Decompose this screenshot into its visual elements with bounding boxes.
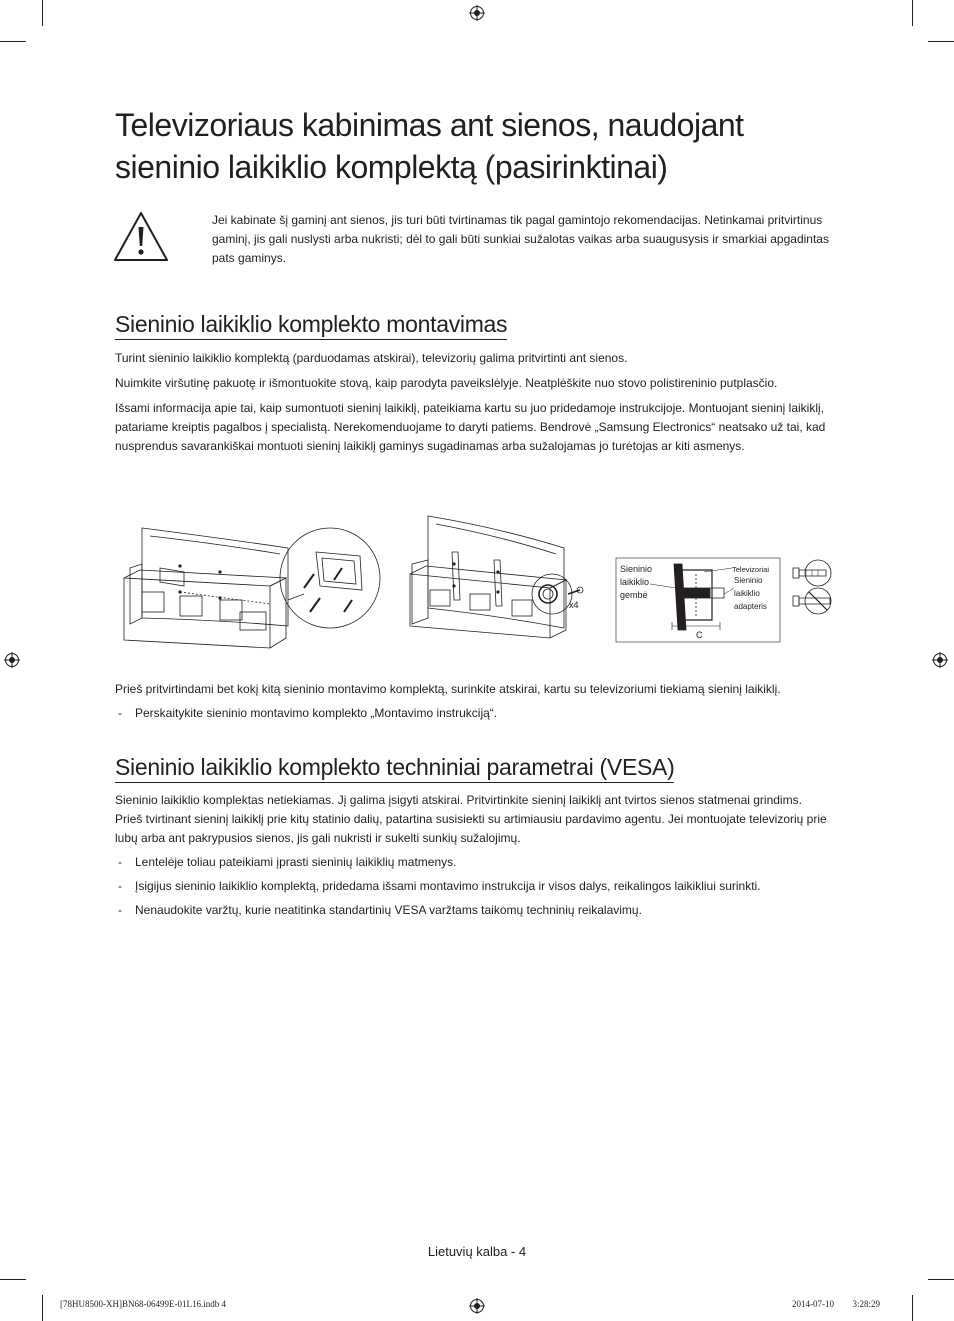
correct-screw-icon — [793, 560, 831, 586]
wall-mount-illustration — [120, 508, 840, 658]
tv-back-illustration-1 — [124, 528, 288, 648]
crop-mark — [0, 1279, 26, 1280]
crop-mark — [928, 1279, 954, 1280]
page-title-line-1: Televizoriaus kabinimas ant sienos, naudojant — [115, 107, 744, 143]
crop-mark — [0, 41, 26, 42]
crop-mark — [912, 1295, 913, 1321]
print-slug-right: 2014-07-10 ￿￿ 3:28:29 — [792, 1299, 880, 1309]
bracket-detail-magnifier — [280, 528, 380, 628]
incorrect-screw-icon — [793, 588, 831, 614]
list-item: - Perskaitykite sieninio montavimo komplekto „Montavimo instrukciją“. — [118, 706, 498, 720]
crop-mark — [42, 0, 43, 26]
paragraph: Turint sieninio laikiklio komplektą (parduodamas atskirai), televizorių galima pritvirtinti ant sienos. — [115, 351, 628, 365]
adapter-label-3: adapteris — [734, 602, 767, 611]
adapter-label-2: laikiklio — [734, 589, 760, 598]
registration-mark-icon — [469, 1298, 485, 1314]
list-item: - Įsigijus sieninio laikiklio komplektą, pridedama išsami montavimo instrukcija ir visos dalys, reikalingos laikikliui surinkti. — [118, 879, 761, 893]
tv-label: Televizoriai — [732, 565, 770, 574]
list-item-text: Lentelėje toliau pateikiami įprasti sieninių laikiklių matmenys. — [135, 855, 457, 869]
registration-mark-icon — [469, 5, 485, 21]
wall-bracket-label-1: Sieninio — [620, 564, 653, 574]
list-item-text: Perskaitykite sieninio montavimo komplekto „Montavimo instrukciją“. — [135, 706, 498, 720]
crop-mark — [912, 0, 913, 26]
warning-triangle-icon — [112, 210, 170, 264]
page-number: Lietuvių kalba - 4 — [427, 1244, 527, 1259]
list-item-text: Nenaudokite varžtų, kurie neatitinka standartinių VESA varžtams taikomų techninių reikalavimų. — [135, 903, 642, 917]
list-item-text: Įsigijus sieninio laikiklio komplektą, pridedama išsami montavimo instrukcija ir visos dalys, reikalingos laikikliui surinkti. — [135, 879, 761, 893]
paragraph: Išsami informacija apie tai, kaip sumontuoti sieninį laikiklį, pateikiama kartu su juo pridedamoje instrukcijoje. Montuojant sieninį laikiklį, patariame kreiptis pagalbos į specialistą. Nerekomenduojame to daryti patiems. Bendrovė „Samsung Electronics“ neatsako už tai, kad nusprendus savarankiškai montuoti sieninį laikiklį gaminys sugadinamas arba sužalojamas jo turėtojas ar kiti asmenys. — [115, 401, 826, 453]
tv-back-illustration-2 — [410, 516, 566, 638]
adapter-label-1: Sieninio — [734, 576, 763, 585]
section-heading-vesa: Sieninio laikiklio komplekto techniniai parametrai (VESA) — [115, 753, 674, 783]
list-item: - Nenaudokite varžtų, kurie neatitinka standartinių VESA varžtams taikomų techninių reikalavimų. — [118, 903, 642, 917]
paragraph: Sieninio laikiklio komplektas netiekiamas. Jį galima įsigyti atskirai. Pritvirtinkite sieninį laikiklį ant tvirtos sienos statmenai grindims. Prieš tvirtinant sieninį laikiklį prie kitų statinio dalių, patartina susisiekti su artimiausiu pardavimo agentu. Jei montuojate televizorių prie lubų arba ant pakrypusios sienos, jis gali nukristi ir sukelti sunkių sužalojimų. — [115, 793, 827, 845]
crop-mark — [928, 41, 954, 42]
paragraph: Nuimkite viršutinę pakuotę ir išmontuokite stovą, kaip parodyta paveikslėlyje. Neatplėškite nuo stovo polistireninio putplasčio. — [115, 376, 778, 390]
page-title-line-2: sieninio laikiklio komplektą (pasirinktinai) — [115, 149, 668, 185]
x4-label: x4 — [569, 600, 579, 610]
section-heading-mounting: Sieninio laikiklio komplekto montavimas — [115, 310, 507, 340]
wall-bracket-label-2: laikiklio — [620, 577, 650, 587]
crop-mark — [42, 1295, 43, 1321]
c-dimension-label: C — [696, 630, 703, 640]
wall-bracket-label-3: gembė — [620, 590, 648, 600]
print-slug-left: [78HU8500-XH]BN68-06499E-01L16.indb 4 — [60, 1299, 226, 1309]
registration-mark-icon — [932, 652, 948, 668]
registration-mark-icon — [4, 652, 20, 668]
page-title — [115, 104, 855, 188]
warning-text: Jei kabinate šį gaminį ant sienos, jis turi būti tvirtinamas tik pagal gamintojo rekomendacijas. Netinkamai pritvirtinus gaminį, jis gali nuslysti arba nukristi; dėl to gali būti sunkiai sužalotas vaikas arba suaugusysis ir smarkiai apgadintas pats gaminys. — [212, 213, 829, 265]
paragraph: Prieš pritvirtindami bet kokį kitą sieninio montavimo komplektą, surinkite atskirai, kartu su televizoriumi tiekiamą sieninį laikiklį. — [115, 682, 781, 696]
list-item: - Lentelėje toliau pateikiami įprasti sieninių laikiklių matmenys. — [118, 855, 457, 869]
